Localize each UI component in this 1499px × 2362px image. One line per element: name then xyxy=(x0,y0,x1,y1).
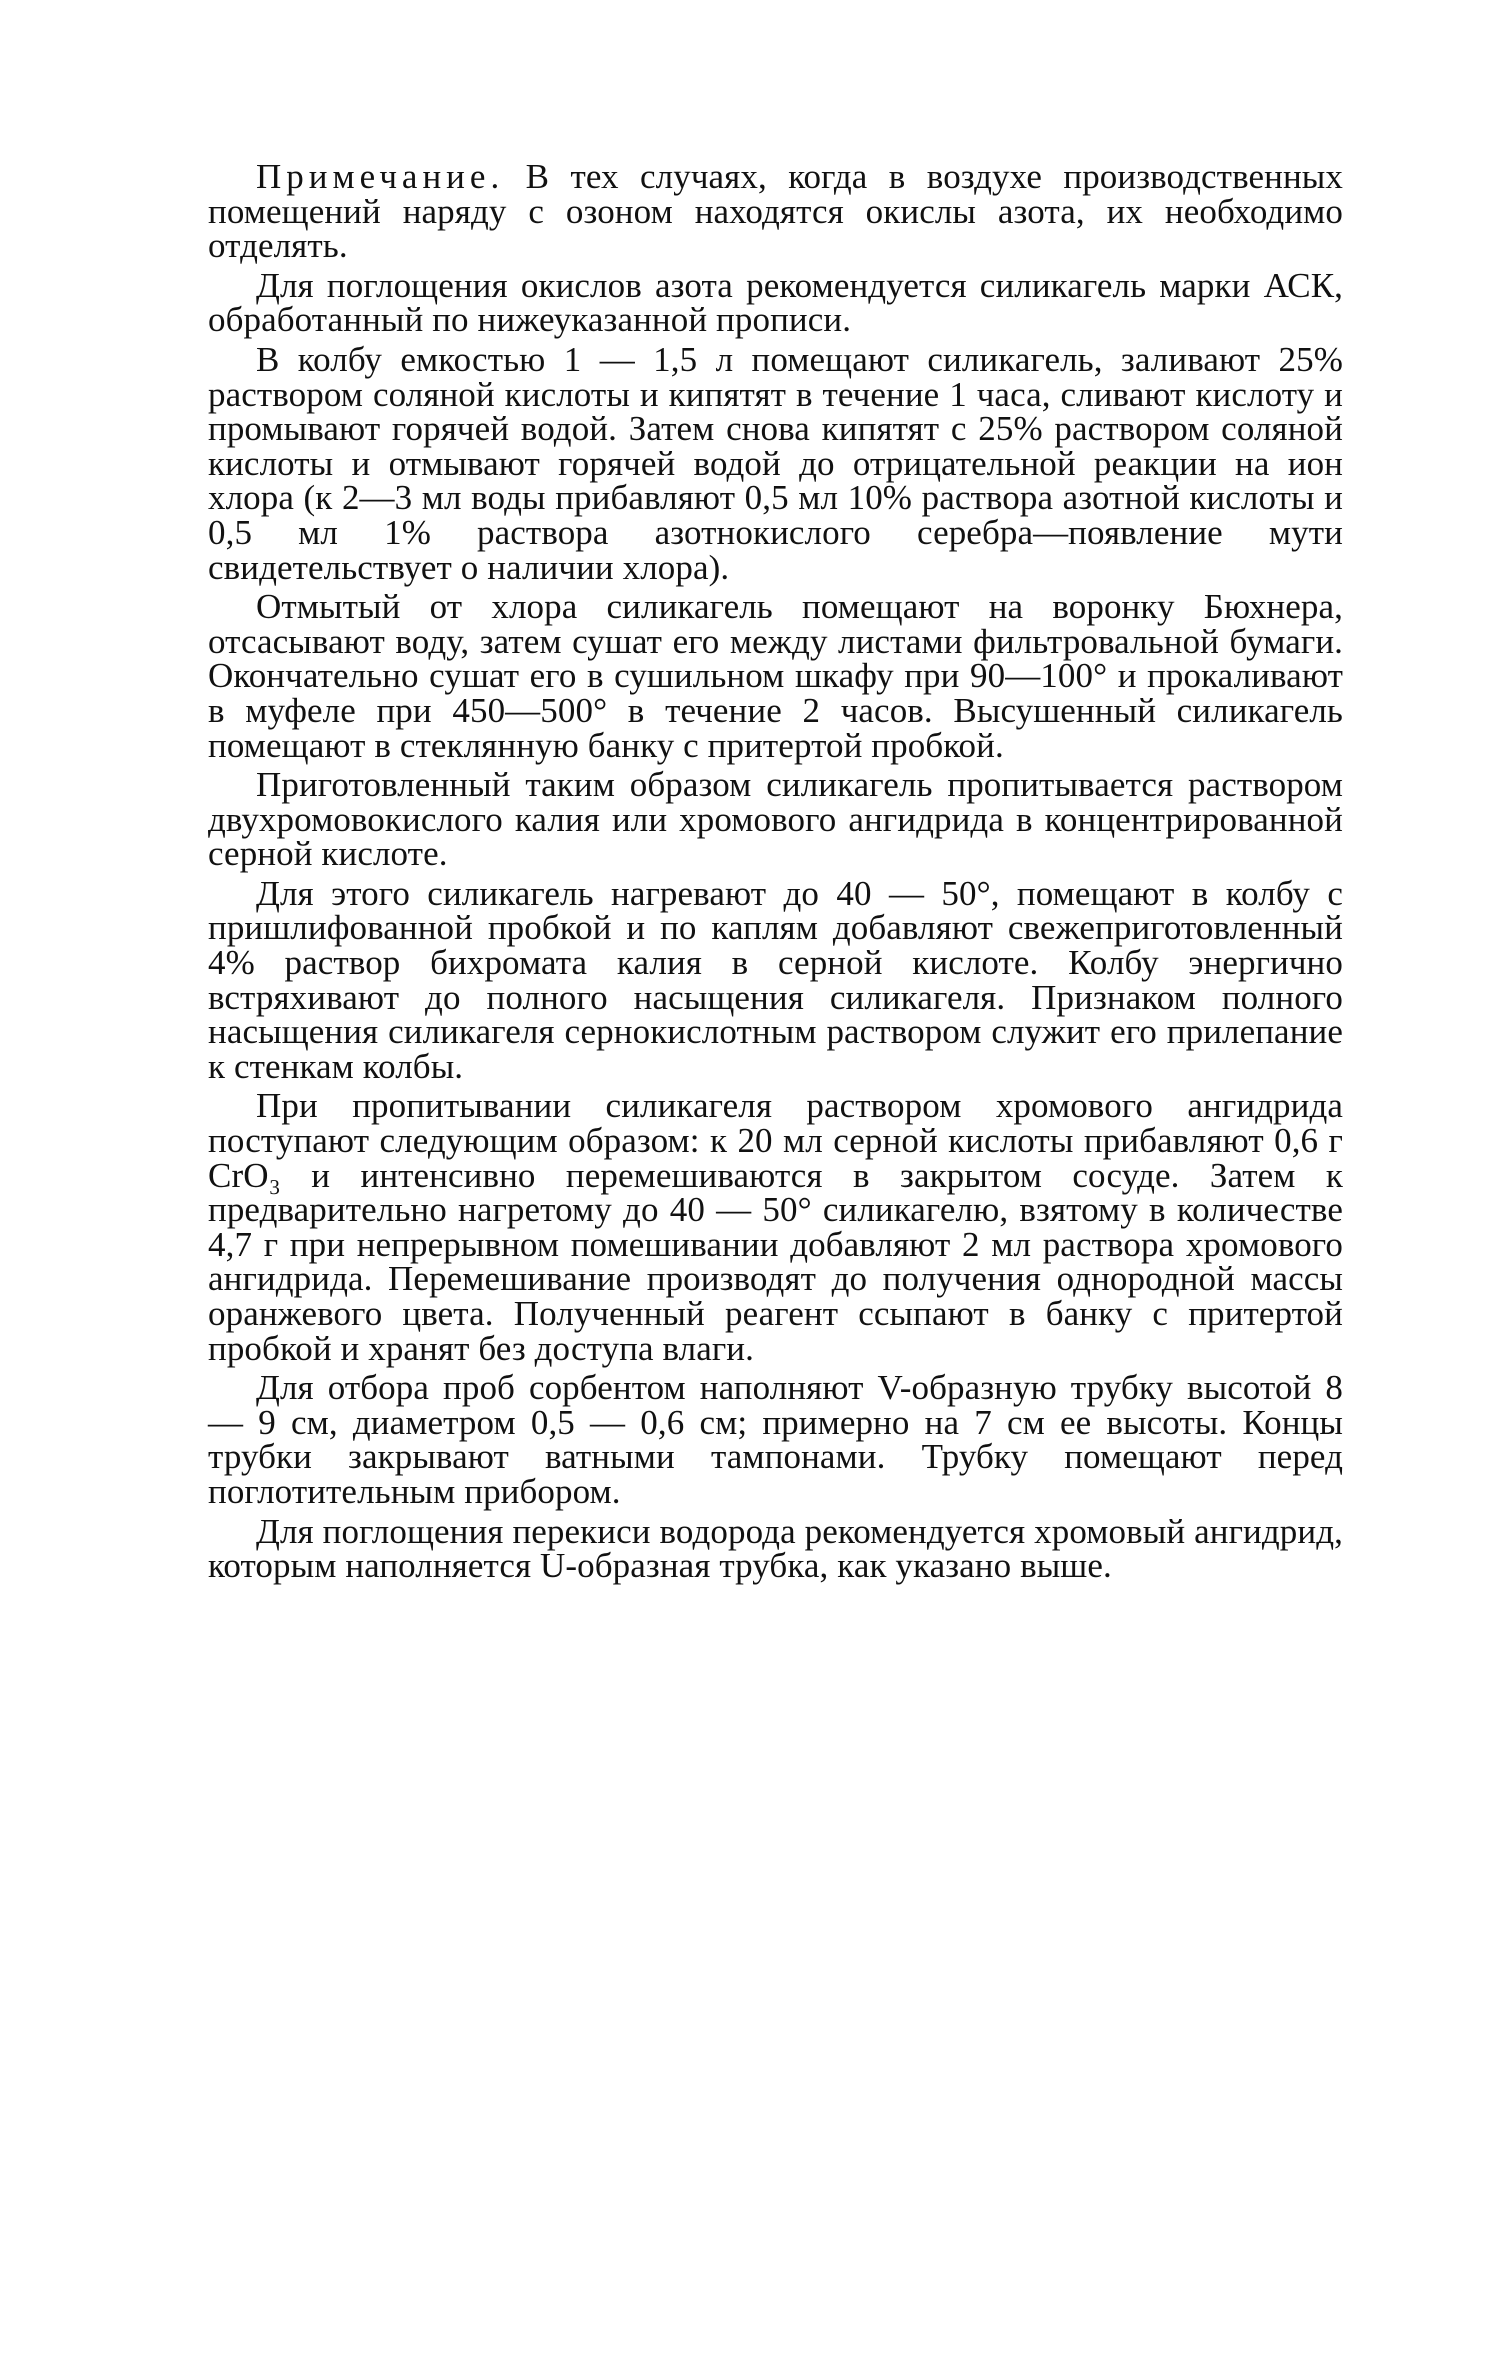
paragraph-7: Для отбора проб сорбентом наполняют V-образную трубку высотой 8 — 9 см, диаметром 0,5 — 0,6 см; примерно на 7 см ее высоты. Концы трубки закрывают ватными тампонами. Трубку помещают перед поглотительным прибором. xyxy=(208,1368,1343,1511)
note-label: Примечание. xyxy=(256,157,505,196)
document-text xyxy=(208,157,1343,1586)
paragraph-2: В колбу емкостью 1 — 1,5 л помещают силикагель, заливают 25% раствором соляной кислоты и кипятят в течение 1 часа, сливают кислоту и промывают горячей водой. Затем снова кипятят с 25% раствором соляной кислоты и отмывают горячей водой до отрицательной реакции на ион хлора (к 2—3 мл воды прибавляют 0,5 мл 10% раствора азотной кислоты и 0,5 мл 1% раствора азотнокислого серебра—появление мути свидетельствует о наличии хлора). xyxy=(208,339,1343,587)
paragraph-4: Приготовленный таким образом силикагель пропитывается раствором двухромовокислого калия или хромового ангидрида в концентрированной серной кислоте. xyxy=(208,765,1343,874)
note-text: В тех случаях, когда в воздухе производственных помещений наряду с озоном находятся окислы азота, их необходимо отделять. xyxy=(208,157,1343,266)
note-paragraph xyxy=(208,157,1343,266)
paragraph-5: Для этого силикагель нагревают до 40 — 50°, помещают в колбу с пришлифованной пробкой и по каплям добавляют свежеприготовленный 4% раствор бихромата калия в серной кислоте. Колбу энергично встряхивают до полного насыщения силикагеля. Признаком полного насыщения силикагеля сернокислотным раствором служит его прилепание к стенкам колбы. xyxy=(208,873,1343,1086)
paragraph-6: При пропитывании силикагеля раствором хромового ангидрида поступают следующим образом: к 20 мл серной кислоты прибавляют 0,6 г CrO₃ и интенсивно перемешиваются в закрытом сосуде. Затем к предварительно нагретому до 40 — 50° силикагелю, взятому в количестве 4,7 г при непрерывном помешивании добавляют 2 мл раствора хромового ангидрида. Перемешивание производят до получения однородной массы оранжевого цвета. Полученный реагент ссыпают в банку с притертой пробкой и хранят без доступа влаги. xyxy=(208,1086,1343,1368)
paragraph-8: Для поглощения перекиси водорода рекомендуется хромовый ангидрид, которым наполняется U-образная трубка, как указано выше. xyxy=(208,1511,1343,1586)
paragraph-3: Отмытый от хлора силикагель помещают на воронку Бюхнера, отсасывают воду, затем сушат его между листами фильтровальной бумаги. Окончательно сушат его в сушильном шкафу при 90—100° и прокаливают в муфеле при 450—500° в течение 2 часов. Высушенный силикагель помещают в стеклянную банку с притертой пробкой. xyxy=(208,587,1343,765)
paragraph-1: Для поглощения окислов азота рекомендуется силикагель марки АСК, обработанный по нижеуказанной прописи. xyxy=(208,265,1343,340)
